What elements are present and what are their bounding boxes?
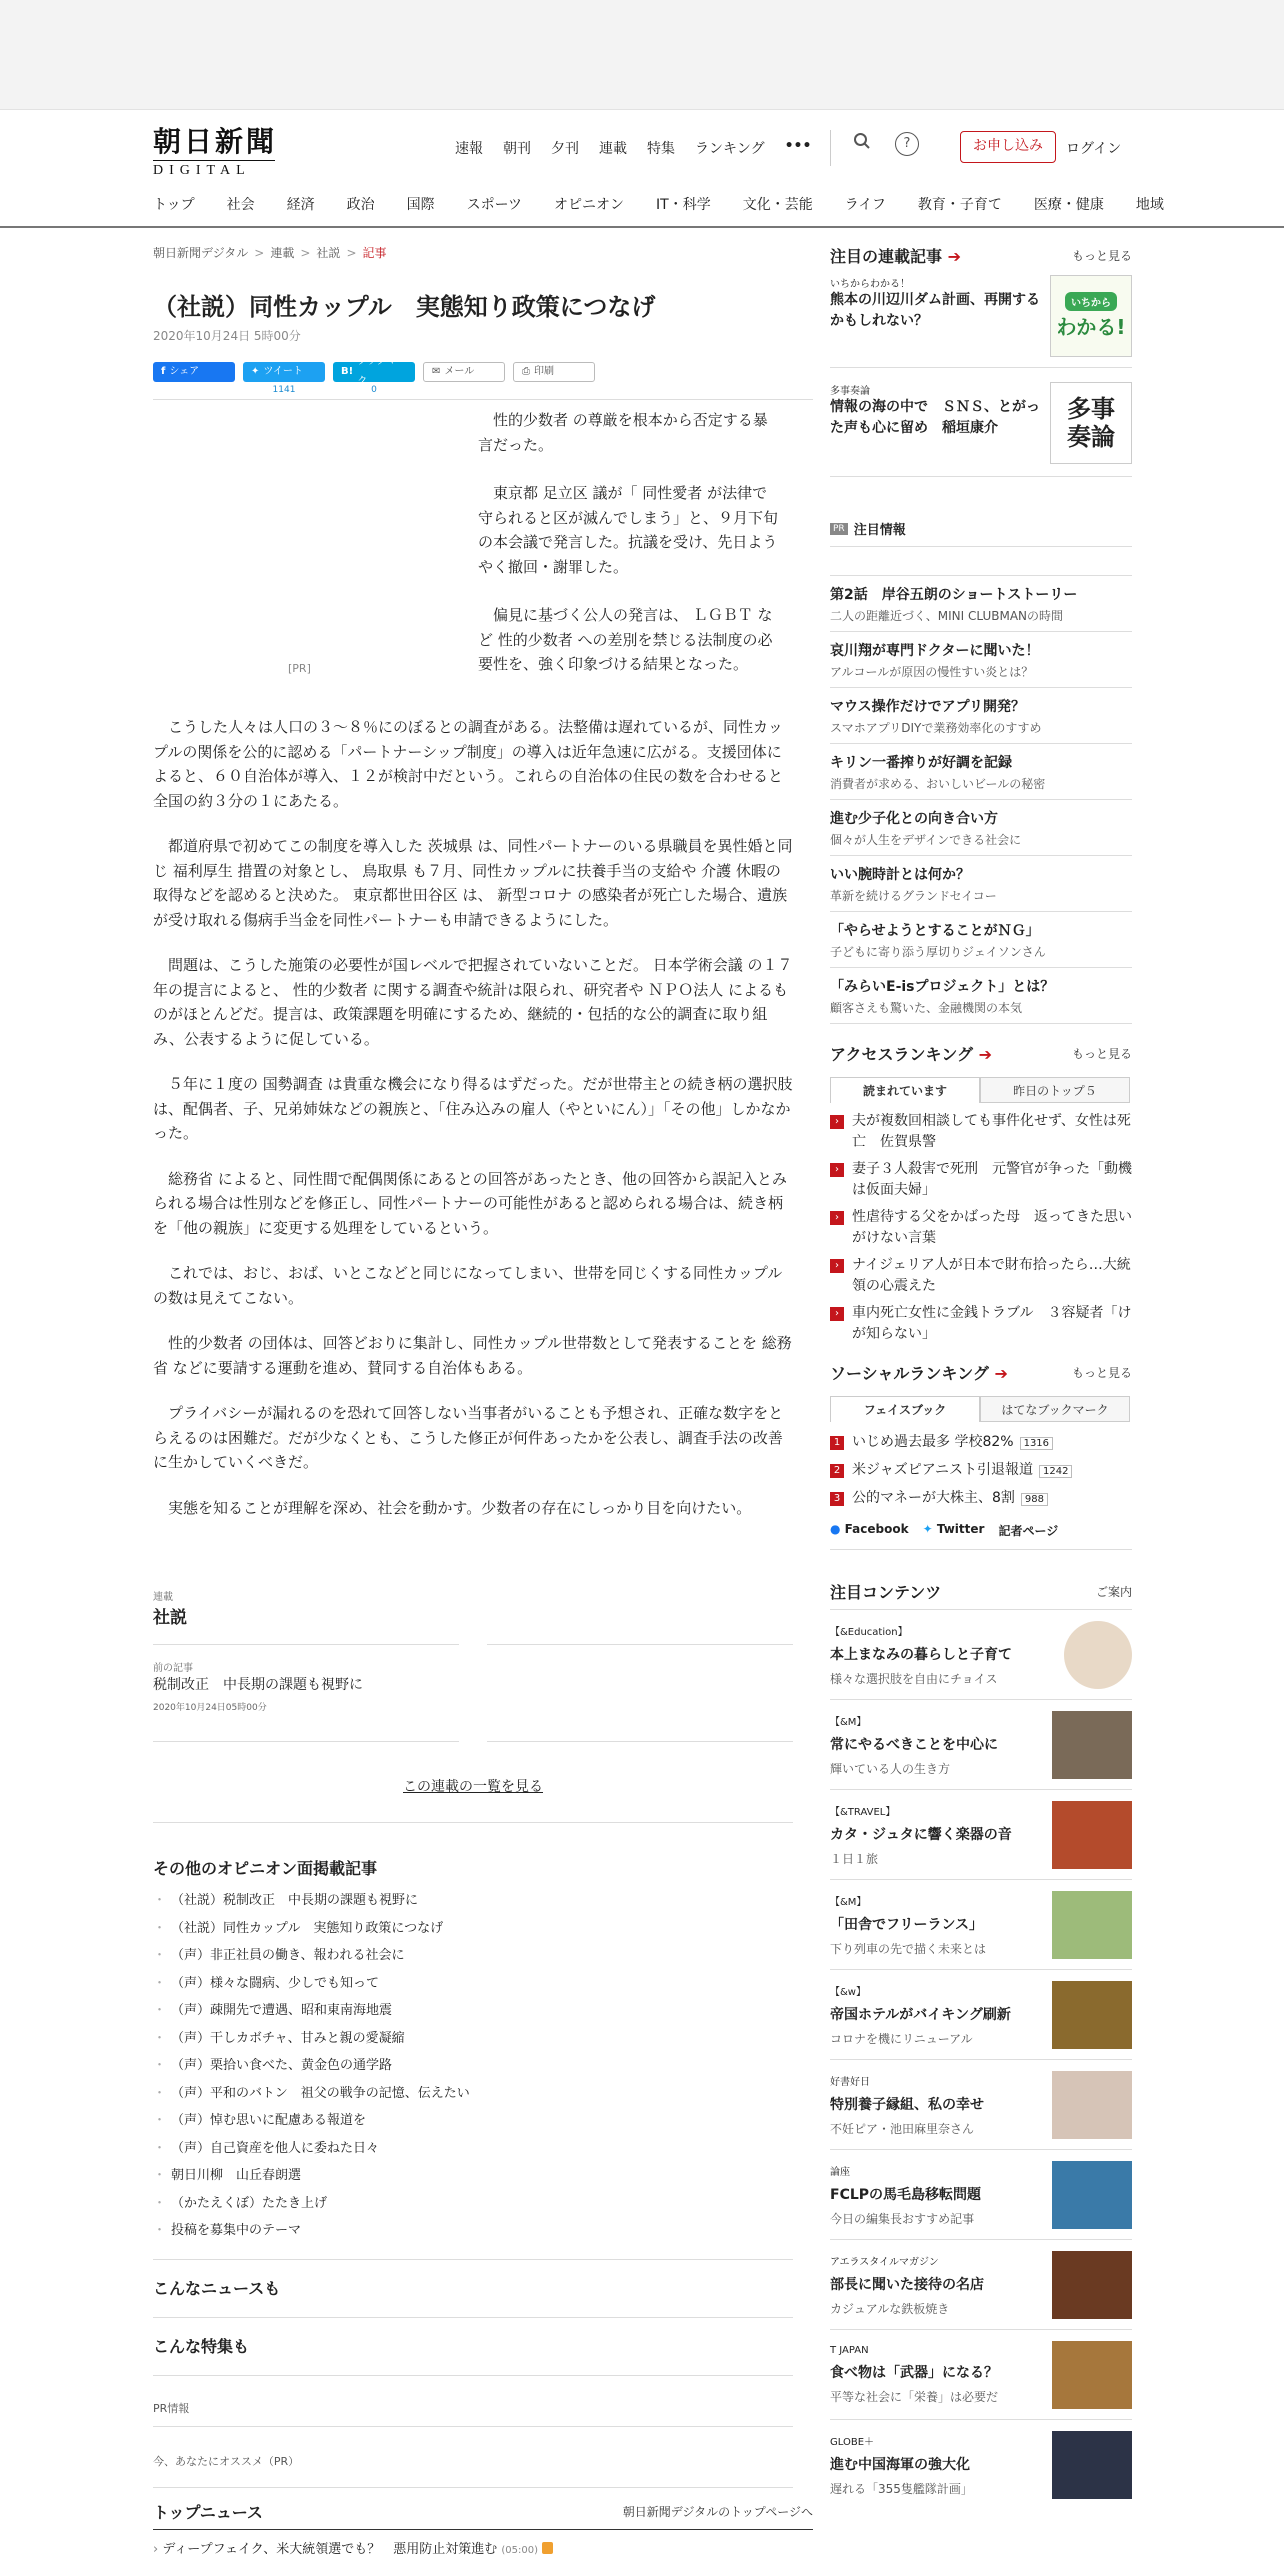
social-links [830,1522,1132,1550]
tab-most-read[interactable]: 読まれています [830,1077,980,1103]
twitter-share-button[interactable]: ✦ ツイート [243,362,325,382]
chevron-right-icon: › [830,1163,844,1177]
pr-section-header [830,519,1132,547]
facebook-icon: ● [830,1522,841,1536]
mail-icon: ✉ [432,366,441,377]
category-nav [153,194,1164,214]
ranking-item[interactable]: 3 公的マネーが大株主、8割 988 [830,1488,1132,1510]
pr-ad-label: [PR] [288,662,311,675]
pr-item[interactable]: 哀川翔が専門ドクターに聞いた！ アルコールが原因の慢性すい炎とは？ [830,632,1132,688]
social-ranking-list [830,1432,1132,1510]
pr-section-title: 注目情報 [853,523,906,538]
hatena-icon: B! [341,366,354,377]
chevron-right-icon: › [153,2542,159,2557]
list-item[interactable]: ・ （声）栗拾い食べた、黄金色の通学路 [153,2052,793,2080]
pick-label: いちからわかる！ [830,279,910,290]
ranking-item[interactable]: › 性虐待する父をかばった母 返ってきた思いがけない言葉 [830,1207,1132,1249]
social-ranking-title: ソーシャルランキング [830,1364,989,1383]
pr-item[interactable]: 「やらせようとすることがＮＧ」 子どもに寄り添う厚切りジェイソンさん [830,912,1132,968]
series-name[interactable]: 社説 [153,1608,187,1628]
arrow-right-icon: ➔ [947,247,961,266]
content-card[interactable]: アエラスタイルマガジン 部長に聞いた接待の名店 カジュアルな鉄板焼き [830,2240,1132,2330]
access-tabs [830,1077,1132,1103]
body-paragraph: 総務省 によると、同性間で配偶関係にあるとの回答があったとき、他の回答から誤記入とみられる場合は性別などを修正し、同性パートナーの可能性があると認められる場合は、続き柄を「他の親族」に変更する処理をしているという。 [153,1169,788,1237]
prev-article[interactable] [153,1659,793,1713]
specials-heading: こんな特集も [153,2336,250,2356]
cat-opinion[interactable]: オピニオン [554,197,625,213]
prev-title[interactable]: 税制改正 中長期の課題も視野に [153,1677,363,1693]
divider [153,399,813,400]
access-ranking-title: アクセスランキング [830,1045,974,1064]
cat-culture[interactable]: 文化・芸能 [742,197,813,213]
featured-header [830,1580,1132,1610]
nav-choukan[interactable]: 朝刊 [503,141,531,157]
body-paragraph: 性的少数者 の団体は、回答どおりに集計し、同性カップル世帯数として発表することを 総務省 などに要請する運動を進め、賛同する自治体もある。 [153,1334,792,1377]
top-news-item[interactable]: › ディープフェイク、米大統領選でも？ 悪用防止対策進む (05:00) [153,2538,813,2557]
mail-share-button[interactable]: ✉ メール [423,362,505,382]
content-thumbnail [1052,2161,1132,2229]
list-item[interactable]: ・ 投稿を募集中のテーマ [153,2217,793,2245]
featured-title: 注目コンテンツ [830,1583,942,1602]
chevron-right-icon: › [830,1259,844,1273]
article-lead [478,408,782,701]
prev-date: 2020年10月24日05時00分 [153,1703,267,1713]
top-page-link[interactable]: 朝日新聞デジタルのトップページへ [622,2505,813,2519]
pick-card[interactable] [830,275,1132,368]
access-more-link[interactable]: もっと見る [1071,1047,1132,1061]
body-paragraph: こうした人々は人口の３～８％にのぼるとの調査がある。法整備は遅れているが、同性カップルの関係を公的に認める「パートナーシップ制度」の導入は近年急速に広がる。支援団体によると、６０自治体が導入、１２が検討中だという。これらの自治体の住民の数を合わせると全国の約３分の１にあたる。 [153,718,784,810]
content-thumbnail [1052,1981,1132,2049]
ranking-item[interactable]: 2 米ジャズピアニスト引退報道 1242 [830,1460,1132,1482]
access-ranking-header [830,1042,1132,1065]
pr-info-label: PR情報 [153,2401,190,2415]
body-paragraph: プライバシーが漏れるのを恐れて回答しない当事者がいることも予想され、正確な数字をとらえるのは困難だ。だが少なくとも、こうした修正が何件あったかを公表し、調査手法の改善に生かしていくべきだ。 [153,1404,784,1471]
content-card[interactable]: 【&M】 「田舎でフリーランス」 下り列車の先で描く未来とは [830,1880,1132,1970]
ranking-item[interactable]: › 妻子３人殺害で死刑 元警官が争った「動機は仮面夫婦」 [830,1159,1132,1201]
nav-tokushu[interactable]: 特集 [647,141,675,157]
cat-sports[interactable]: スポーツ [466,197,523,213]
site-header [0,110,1284,228]
list-item[interactable]: ・ （声）様々な闘病、少しでも知って [153,1970,793,1998]
sidebar [830,244,1132,2510]
chevron-right-icon: › [830,1211,844,1225]
list-item[interactable]: ・ （声）疎開先で遭遇、昭和東南海地震 [153,1997,793,2025]
series-label: 連載 [153,1592,173,1603]
list-item[interactable]: ・ （声）自己資産を他人に委ねた日々 [153,2135,793,2163]
list-item[interactable]: ・ （声）干しカボチャ、甘みと親の愛凝縮 [153,2025,793,2053]
ranking-item[interactable]: › 車内死亡女性に金銭トラブル ３容疑者「けが知らない」 [830,1303,1132,1345]
cat-economy[interactable]: 経済 [286,197,315,213]
nav-ranking[interactable]: ランキング [695,141,765,157]
cat-region[interactable]: 地域 [1135,197,1164,213]
lead-paragraph: 東京都 足立区 議が「 同性愛者 が法律で守られると区が滅んでしまう」と、９月下旬の本会議で発言した。抗議を受け、先日ようやく撤回・謝罪した。 [478,484,779,576]
picks-title: 注目の連載記事 [830,247,943,266]
other-opinions-title: その他のオピニオン面掲載記事 [153,1859,378,1878]
ranking-item[interactable]: › 夫が複数回相談しても事件化せず、女性は死亡 佐賀県警 [830,1111,1132,1153]
facebook-share-button[interactable]: f シェア [153,362,235,382]
ranking-item[interactable]: 1 いじめ過去最多 学校82% 1316 [830,1432,1132,1454]
content-thumbnail [1052,2431,1132,2499]
cat-politics[interactable]: 政治 [346,197,375,213]
recommend-label: 今、あなたにオススメ（PR） [153,2454,300,2468]
hatena-count[interactable]: 0 [371,385,377,395]
body-paragraph: 実態を知ることが理解を深め、社会を動かす。少数者の存在にしっかり目を向けたい。 [168,1498,752,1517]
body-paragraph: 問題は、こうした施策の必要性が国レベルで把握されていないことだ。 日本学術会議 の１７年の提言によると、 性的少数者 に関する調査や統計は限られ、研究者や ＮＰＯ法人 によるものがほとんどだ。提言は、政策課題を明確にするため、継続的・包括的な公的調査に取り組み、公表するように促している。 [153,956,793,1048]
help-icon[interactable]: ? [895,132,919,156]
social-tabs [830,1396,1132,1422]
content-thumbnail [1064,1621,1132,1689]
content-thumbnail [1052,2251,1132,2319]
pick-title: 熊本の川辺川ダム計画、再開するかもしれない？ [830,292,1040,329]
lock-icon [542,2542,553,2554]
nav-sokuho[interactable]: 速報 [455,141,483,157]
list-item[interactable]: ・ 朝日川柳 山丘春朗選 [153,2162,793,2190]
content-thumbnail [1052,1801,1132,1869]
share-bar [153,356,813,395]
social-ranking-header [830,1361,1132,1384]
arrow-right-icon: ➔ [978,1045,993,1064]
tab-facebook[interactable]: フェイスブック [830,1396,980,1422]
body-paragraph: ５年に１度の 国勢調査 は貴重な機会になり得るはずだった。だが世帯主との続き柄の選択肢は、配偶者、子、兄弟姉妹などの親族と、「住み込みの雇人（やといにん）」「その他」しかなかった。 [153,1075,793,1142]
crumb-home[interactable]: 朝日新聞デジタル [153,246,249,260]
social-more-link[interactable]: もっと見る [1071,1366,1132,1380]
lead-paragraph: 偏見に基づく公人の発言は、 ＬＧＢＴ など 性的少数者 への差別を禁じる法制度の必要性を、強く印象づける結果となった。 [478,606,773,673]
content-card[interactable]: 論座 FCLPの馬毛島移転問題 今日の編集長おすすめ記事 [830,2150,1132,2240]
body-paragraph: 都道府県で初めてこの制度を導入した 茨城県 は、同性パートナーのいる県職員を異性婚と同じ 福利厚生 措置の対象とし、 鳥取県 も７月、同性カップルに扶養手当の支給や 介護 休暇の取得などを認めると決めた。 東京都世田谷区 は、 新型コロナ の感染者が死亡した場合、遺族が受け取れる傷病手当金を同性パートナーも申請できるようにした。 [153,837,793,929]
series-info [153,1588,793,1823]
crumb-current: 記事 [362,246,387,260]
logo-main: 朝日新聞 [153,125,278,158]
reporter-page-link[interactable]: 記者ページ [998,1524,1059,1538]
list-item[interactable]: ・ （声）悼む思いに配慮ある報道を [153,2107,793,2135]
chevron-right-icon: › [830,1307,844,1321]
ranking-item[interactable]: › ナイジェリア人が日本で財布拾ったら…大統領の心震えた [830,1255,1132,1297]
content-card[interactable]: 【&w】 帝国ホテルがバイキング刷新 コロナを機にリニューアル [830,1970,1132,2060]
cat-society[interactable]: 社会 [226,197,255,213]
pr-list [830,575,1132,1024]
pr-item[interactable]: いい腕時計とは何か？ 革新を続けるグランドセイコー [830,856,1132,912]
content-thumbnail [1052,1711,1132,1779]
crumb-series[interactable]: 連載 [270,246,295,260]
twitter-count[interactable]: 1141 [272,385,296,395]
print-icon: ⎙ [522,366,530,377]
tab-yesterday-top5[interactable]: 昨日のトップ５ [980,1077,1130,1103]
list-item[interactable]: ・ （社説）税制改正 中長期の課題も視野に [153,1887,793,1915]
pr-item[interactable]: 進む少子化との向き合い方 個々が人生をデザインできる社会に [830,800,1132,856]
list-item[interactable]: ・ （社説）同性カップル 実態知り政策につなげ [153,1915,793,1943]
pr-badge: PR [830,523,848,535]
twitter-icon: ✦ [922,1522,933,1536]
see-all-series-link[interactable]: この連載の一覧を見る [403,1779,543,1795]
content-thumbnail [1052,2341,1132,2409]
content-card[interactable]: T JAPAN 食べ物は「武器」になる？ 平等な社会に「栄養」は必要だ [830,2330,1132,2420]
pr-item[interactable]: マウス操作だけでアプリ開発？ スマホアプリDIYで業務効率化のすすめ [830,688,1132,744]
content-thumbnail [1052,1891,1132,1959]
pr-item[interactable]: 「みらいE-isプロジェクト」とは？ 顧客さえも驚いた、金融機関の本気 [830,968,1132,1024]
body-paragraph: これでは、おじ、おば、いとこなどと同じになってしまい、世帯を同じくする同性カップルの数は見えてこない。 [153,1264,783,1307]
chevron-right-icon: › [830,1115,844,1129]
crumb-editorial[interactable]: 社説 [316,246,341,260]
site-logo[interactable] [153,126,288,179]
pick-card[interactable] [830,382,1132,477]
print-button[interactable]: ⎙ 印刷 [513,362,595,382]
tab-hatena[interactable]: はてなブックマーク [980,1396,1130,1422]
cat-it-science[interactable]: IT・科学 [656,197,711,213]
other-opinions-list [153,1887,793,2245]
search-icon[interactable] [850,132,874,156]
pick-label: 多事奏論 [830,386,870,397]
twitter-link[interactable]: ✦ Twitter [922,1522,985,1536]
other-opinions [153,1856,793,2488]
login-link[interactable]: ログイン [1066,141,1122,157]
cat-life[interactable]: ライフ [844,197,886,213]
pr-item[interactable]: キリン一番搾りが好調を記録 消費者が求める、おいしいビールの秘密 [830,744,1132,800]
article-main [153,244,813,414]
article-title: （社説）同性カップル 実態知り政策につなげ [153,293,656,321]
facebook-link[interactable]: ● Facebook [830,1522,909,1536]
list-item[interactable]: ・ （かたえくぼ）たたき上げ [153,2190,793,2218]
content-card[interactable]: 【&Education】 本上まなみの暮らしと子育て 様々な選択肢を自由にチョイス [830,1610,1132,1700]
article-body [153,715,793,1541]
header-divider [830,130,831,166]
access-ranking-list [830,1111,1132,1345]
list-item[interactable]: ・ （声）非正社員の働き、報われる社会に [153,1942,793,1970]
content-card[interactable]: 【&TRAVEL】 カタ・ジュタに響く楽器の音 １日１旅 [830,1790,1132,1880]
arrow-right-icon: ➔ [994,1364,1008,1383]
cat-education[interactable]: 教育・子育て [917,197,1002,213]
cat-health[interactable]: 医療・健康 [1033,197,1104,213]
more-news-heading: こんなニュースも [153,2278,281,2298]
cat-top[interactable]: トップ [153,197,195,213]
top-news [153,2500,813,2557]
breadcrumb: 朝日新聞デジタル > 連載 > 社説 > 記事 [153,246,387,260]
featured-list [830,1610,1132,2510]
logo-sub: DIGITAL [153,160,275,179]
content-thumbnail [1052,2071,1132,2139]
content-card[interactable]: 好書好日 特別養子縁組、私の幸せ 不妊ピア・池田麻里奈さん [830,2060,1132,2150]
prev-label: 前の記事 [153,1663,193,1674]
cat-international[interactable]: 国際 [406,197,435,213]
pick-title: 情報の海の中で ＳＮＳ、とがった声も心に留め 稲垣康介 [830,399,1040,436]
list-item[interactable]: ・ （声）平和のバトン 祖父の戦争の記憶、伝えたい [153,2080,793,2108]
nav-rensai[interactable]: 連載 [599,141,627,157]
content-card[interactable]: GLOBE＋ 進む中国海軍の強大化 遅れる「355隻艦隊計画」 [830,2420,1132,2510]
pr-item[interactable]: 第2話 岸谷五朗のショートストーリー 二人の距離近づく、MINI CLUBMANの時間 [830,576,1132,632]
subscribe-button[interactable]: お申し込み [960,131,1056,163]
content-card[interactable]: 【&M】 常にやるべきことを中心に 輝いている人の生き方 [830,1700,1132,1790]
top-nav [455,138,811,158]
top-ad-banner [0,0,1284,110]
top-news-title: トップニュース [153,2503,263,2522]
article-date: 2020年10月24日 5時00分 [153,329,301,343]
picks-header [830,244,1132,267]
nav-yukan[interactable]: 夕刊 [551,141,579,157]
ichikara-wakaru-thumb: いちから わかる! [1050,275,1132,357]
twitter-icon: ✦ [251,366,260,377]
picks-more-link[interactable]: もっと見る [1071,249,1132,263]
featured-guide-link[interactable]: ご案内 [1095,1585,1132,1599]
facebook-icon: f [161,366,166,377]
more-icon[interactable]: ••• [784,138,812,154]
lead-paragraph: 性的少数者 の尊厳を根本から否定する暴言だった。 [478,411,768,454]
hatena-bookmark-button[interactable]: B! ブックマーク [333,362,415,382]
tajisoron-thumb: 多事 奏論 [1050,382,1132,464]
